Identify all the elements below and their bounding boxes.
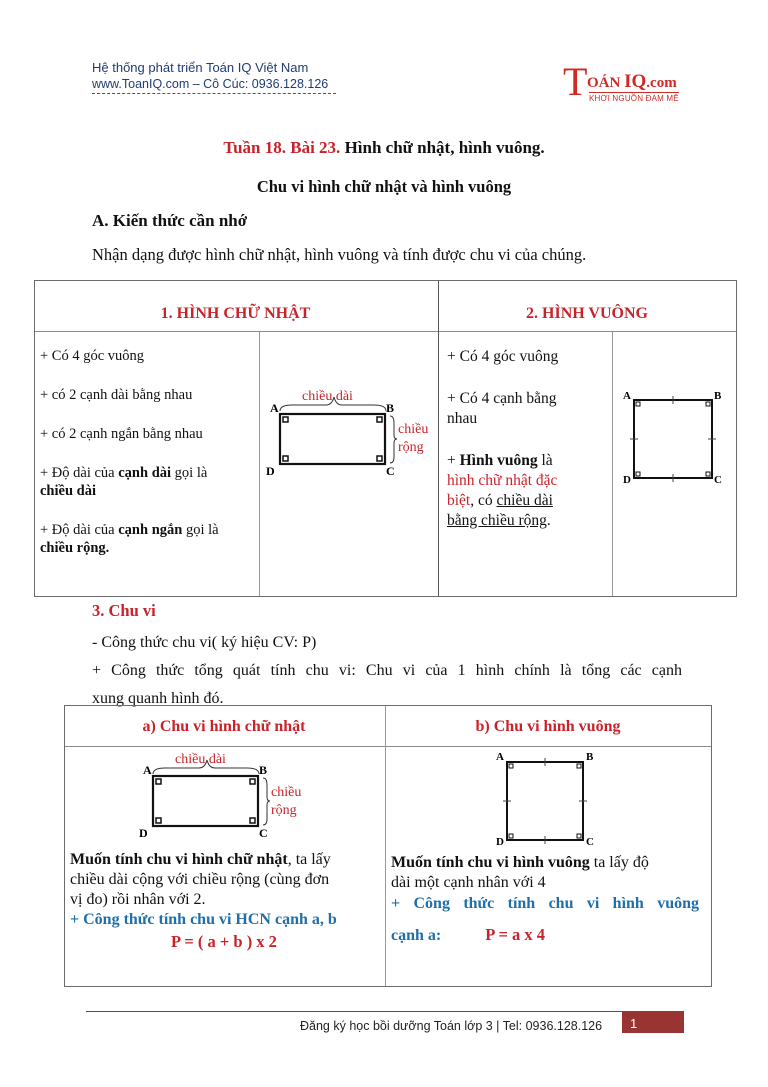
table-column-divider xyxy=(438,281,439,596)
text-bold: cạnh dài xyxy=(118,465,172,481)
text: nhau xyxy=(447,410,478,427)
square-perimeter-formula: P = a x 4 xyxy=(485,925,546,944)
lesson-prefix: Tuần 18. Bài 23. xyxy=(223,138,341,157)
width-label-line2: rộng xyxy=(398,440,424,455)
text-underline: chiều dài xyxy=(496,492,553,509)
footer-divider xyxy=(86,1011,684,1012)
vertex-c: C xyxy=(586,836,594,848)
lesson-topic: Hình chữ nhật, hình vuông. xyxy=(340,138,545,157)
square-figure xyxy=(618,385,733,485)
vertex-d: D xyxy=(623,474,631,485)
text-bold: cạnh ngắn xyxy=(118,522,183,538)
perimeter-symbol-line: - Công thức chu vi( ký hiệu CV: P) xyxy=(92,634,317,651)
text: gọi là xyxy=(171,465,208,481)
text: chiều dài cộng với chiều rộng (cùng đơn xyxy=(70,871,330,888)
rect-perimeter-header: a) Chu vi hình chữ nhật xyxy=(142,718,306,735)
logo-big-letter: T xyxy=(563,59,588,104)
text: + xyxy=(447,452,460,469)
formula-label: cạnh a: xyxy=(391,927,442,944)
footer-text: Đăng ký học bồi dưỡng Toán lớp 3 | Tel: 0936.128.126 xyxy=(300,1019,603,1033)
rect-prop-1: + Có 4 góc vuông xyxy=(40,348,145,364)
rectangle-header: 1. HÌNH CHỮ NHẬT xyxy=(160,305,311,322)
logo-word-part: OÁN xyxy=(587,75,625,91)
text: + Độ dài của xyxy=(40,522,119,538)
text-bold: Hình vuông xyxy=(459,452,538,469)
page-number-badge: 1 xyxy=(622,1011,684,1033)
square-formula-line xyxy=(391,925,545,945)
vertex-a: A xyxy=(143,763,152,777)
vertex-a: A xyxy=(623,390,631,402)
square-figure-perimeter xyxy=(490,748,600,848)
section-3-heading: 3. Chu vi xyxy=(92,601,156,620)
vertex-c: C xyxy=(386,464,395,478)
rect-perimeter-formula: P = ( a + b ) x 2 xyxy=(171,932,277,951)
text-bold: chiều rộng. xyxy=(40,540,110,556)
text: ta lấy độ xyxy=(589,854,649,871)
text-bold: chiều dài xyxy=(40,483,96,499)
org-name: Hệ thống phát triển Toán IQ Việt Nam xyxy=(92,60,309,75)
header-divider xyxy=(92,93,336,94)
rectangle-figure xyxy=(262,383,432,483)
length-label: chiều dài xyxy=(175,752,226,767)
text: . xyxy=(546,512,551,529)
text: gọi là xyxy=(182,522,219,538)
vertex-c: C xyxy=(259,826,268,840)
vertex-b: B xyxy=(386,401,395,415)
text: là xyxy=(537,452,553,469)
vertex-b: B xyxy=(714,390,722,402)
vertex-d: D xyxy=(266,464,275,478)
table-column-divider xyxy=(612,331,613,596)
logo-tagline: KHƠI NGUỒN ĐAM MÊ xyxy=(589,94,679,103)
rect-prop-5 xyxy=(40,521,255,557)
vertex-b: B xyxy=(586,751,594,763)
vertex-d: D xyxy=(139,826,148,840)
text: , có xyxy=(470,492,497,509)
rect-prop-3: + có 2 cạnh ngắn bằng nhau xyxy=(40,426,203,442)
logo-word xyxy=(587,71,677,93)
vertex-a: A xyxy=(270,401,279,415)
square-perimeter-header: b) Chu vi hình vuông xyxy=(475,718,621,735)
contact-line: www.ToanIQ.com – Cô Cúc: 0936.128.126 xyxy=(92,77,329,91)
square-header: 2. HÌNH VUÔNG xyxy=(526,305,648,322)
text: vị đo) rồi nhân với 2. xyxy=(70,891,206,908)
formula-label: + Công thức tính chu vi HCN cạnh a, b xyxy=(70,911,337,928)
table-header-divider xyxy=(65,746,711,747)
table-column-divider xyxy=(385,706,386,986)
logo-domain: .com xyxy=(646,75,677,91)
width-label-line2: rộng xyxy=(271,803,297,818)
perimeter-general-line-2: xung quanh hình đó. xyxy=(92,690,224,707)
text: + Độ dài của xyxy=(40,465,119,481)
square-formula-label: + Công thức tính chu vi hình vuông xyxy=(391,895,699,912)
vertex-d: D xyxy=(496,836,504,848)
square-perimeter-rule xyxy=(391,853,699,893)
width-label-line1: chiều xyxy=(271,785,302,800)
rectangle-figure-perimeter xyxy=(135,748,310,843)
text-bold: Muốn tính chu vi hình chữ nhật xyxy=(70,851,288,868)
section-a-intro: Nhận dạng được hình chữ nhật, hình vuông và tính được chu vi của chúng. xyxy=(92,245,587,264)
logo-iq: IQ xyxy=(624,71,647,92)
text: + Có 4 cạnh bằng xyxy=(447,390,557,407)
vertex-b: B xyxy=(259,763,268,777)
rect-prop-4 xyxy=(40,464,255,500)
vertex-c: C xyxy=(714,474,722,485)
text-red: biệt xyxy=(447,492,471,509)
text: , ta lấy xyxy=(287,851,331,868)
length-label: chiều dài xyxy=(302,389,353,404)
width-label-line1: chiều xyxy=(398,422,429,437)
table-column-divider xyxy=(259,331,260,596)
rect-perimeter-rule xyxy=(70,850,375,930)
square-prop-2 xyxy=(447,389,597,429)
toaniq-logo xyxy=(563,59,703,106)
table-header-divider xyxy=(35,331,736,332)
lesson-title xyxy=(0,138,768,158)
square-prop-1: + Có 4 góc vuông xyxy=(447,348,559,365)
vertex-a: A xyxy=(496,751,504,763)
square-prop-3 xyxy=(447,451,607,531)
text: dài một cạnh nhân với 4 xyxy=(391,874,546,891)
text-underline: bằng chiều rộng xyxy=(447,512,547,529)
lesson-subtitle: Chu vi hình chữ nhật và hình vuông xyxy=(256,177,512,196)
text-red: hình chữ nhật đặc xyxy=(447,472,558,489)
perimeter-general-line: + Công thức tổng quát tính chu vi: Chu vi của 1 hình chính là tổng các cạnh xyxy=(92,662,682,679)
rect-prop-2: + có 2 cạnh dài bằng nhau xyxy=(40,387,193,403)
text-bold: Muốn tính chu vi hình vuông xyxy=(391,854,590,871)
section-a-heading: A. Kiến thức cần nhớ xyxy=(92,211,248,230)
